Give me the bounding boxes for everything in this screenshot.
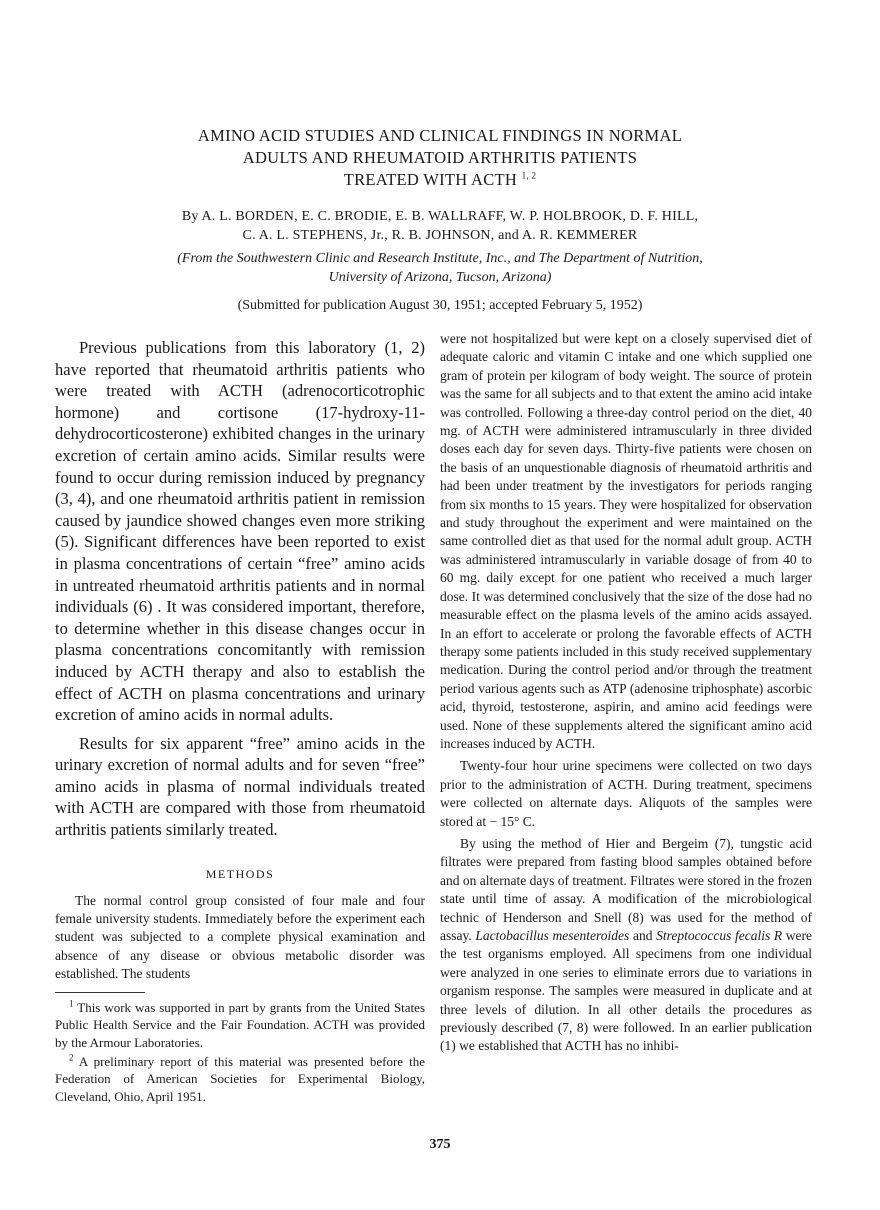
methods-paragraph-1-continued: were not hospitalized but were kept on a closely supervised diet of adequate caloric and vitamin C intake and one which supplied one gram of protein per kilogram of body weight. The source of protein was the same for all subjects and to that extent the amino acid intake was controlled. Following a three-day control period on the diet, 40 mg. of ACTH were administered intramuscularly in three divided doses each day for seven days. Thirty-five patients were chosen on the basis of an unquestionable diagnosis of rheumatoid arthritis and had been under treatment by the investigators for periods ranging from six months to 15 years. They were hospitalized for observation and study throughout the experiment and were maintained on the same controlled diet as that used for the normal adult group. ACTH was administered intramuscularly in variable dosage of from 40 to 60 mg. daily except for one patient who received a much larger dose. It was determined conclusively that the size of the dose had no measurable effect on the plasma levels of the amino acids assayed. In an effort to accelerate or prolong the favorable effects of ACTH therapy some patients included in this study received supplementary medication. During the control period and/or through the treatment period various agents such as ATP (adenosine triphosphate) ascorbic acid, thyroid, testosterone, aspirin, and amino acid feedings were used. None of these supplements altered the significant amino acid increases induced by ACTH. [440,331,812,751]
affiliation [60,249,820,287]
title-footnote-marker: 1, 2 [521,170,537,181]
footnote-1-marker: 1 [69,998,74,1009]
page-number: 375 [429,1137,451,1152]
intro-paragraph-2: Results for six apparent “free” amino acids in the urinary excretion of normal adults and for seven “free” amino acids in plasma of normal individuals treated with ACTH are compared with those from rheumatoid arthritis patients similarly treated. [55,733,425,840]
footnote-2-marker: 2 [69,1052,74,1063]
authors-line-1: By A. L. BORDEN, E. C. BRODIE, E. B. WALLRAFF, W. P. HOLBROOK, D. F. HILL, [181,209,699,224]
methods-paragraph-1: The normal control group consisted of four male and four female university students. Immediately before the experiment each student was subjected to a complete physical examination and absence of any disease or obvious metabolic disorder was established. The students [55,892,425,982]
title-line-3 [60,169,820,191]
methods-p3-and: and [632,928,653,943]
organism-1: Lactobacillus mesenteroides [475,928,630,943]
methods-right [440,330,812,1056]
right-column [440,330,812,1056]
footnote-divider [55,992,145,993]
methods-heading: METHODS [205,866,275,881]
methods-p3-part-a: By using the method of Hier and Bergeim (7), tungstic acid filtrates were prepared from fasting blood samples obtained before and on alternate days of treatment. Filtrates were stored in the frozen state until time of assay. A modification of the microbiological technic of Henderson and Snell (8) was used for the method of assay. [440,835,812,943]
authors-line-2: C. A. L. STEPHENS, Jr., R. B. JOHNSON, and A. R. KEMMERER [242,228,638,243]
submission-dates: (Submitted for publication August 30, 1951; accepted February 5, 1952) [237,298,643,313]
intro-paragraph-1: Previous publications from this laboratory (1, 2) have reported that rheumatoid arthritis patients who were treated with ACTH (adrenocorticotrophic hormone) and cortisone (17-hydroxy-11-dehydrocorticosterone) exhibited changes in the urinary excretion of certain amino acids. Similar results were found to occur during remission induced by pregnancy (3, 4), and one rheumatoid arthritis patient in remission caused by jaundice showed changes even more striking (5). Significant differences have been reported to exist in plasma concentrations of certain “free” amino acids in untreated rheumatoid arthritis patients and in normal individuals (6) . It was considered important, therefore, to determine whether in this disease changes occur in plasma concentrations concomitantly with remission induced by ACTH therapy and also to establish the effect of ACTH on plasma concentrations and urinary excretion of amino acids in normal adults. [55,338,425,725]
footnote-2-text: A preliminary report of this material was presented before the Federation of American Societies for Experimental Biology, Cleveland, Ohio, April 1951. [55,1053,425,1104]
footnote-2 [55,1053,425,1105]
footnote-1-text: This work was supported in part by grants from the United States Public Health Service and the Fair Foundation. ACTH was provided by the Armour Laboratories. [55,999,426,1050]
title-line-3-text: TREATED WITH ACTH [343,170,518,189]
article-title [60,125,820,191]
methods-left [55,892,425,984]
introduction [55,337,425,841]
affiliation-line-1: (From the Southwestern Clinic and Research Institute, Inc., and The Department of Nutrition, [177,251,703,266]
methods-p3-part-b: were the test organisms employed. All specimens from one individual were analyzed in one series to eliminate errors due to variations in organism response. The samples were measured in duplicate and at three levels of dilution. In all other details the procedures as previously described (7, 8) were followed. In an earlier publication (1) we established that ACTH has no inhibi- [440,928,813,1054]
methods-paragraph-3 [440,835,812,1056]
left-column [55,330,425,1105]
methods-paragraph-2: Twenty-four hour urine specimens were collected on two days prior to the administration of ACTH. During treatment, specimens were collected on alternate days. Aliquots of the samples were stored at − 15° C. [440,758,812,829]
title-line-1: AMINO ACID STUDIES AND CLINICAL FINDINGS IN NORMAL [197,126,683,145]
affiliation-line-2: University of Arizona, Tucson, Arizona) [328,270,552,285]
footnote-1 [55,999,425,1051]
title-line-2: ADULTS AND RHEUMATOID ARTHRITIS PATIENTS [242,148,638,167]
author-list [60,207,820,245]
organism-2: Streptococcus fecalis R [656,928,783,943]
